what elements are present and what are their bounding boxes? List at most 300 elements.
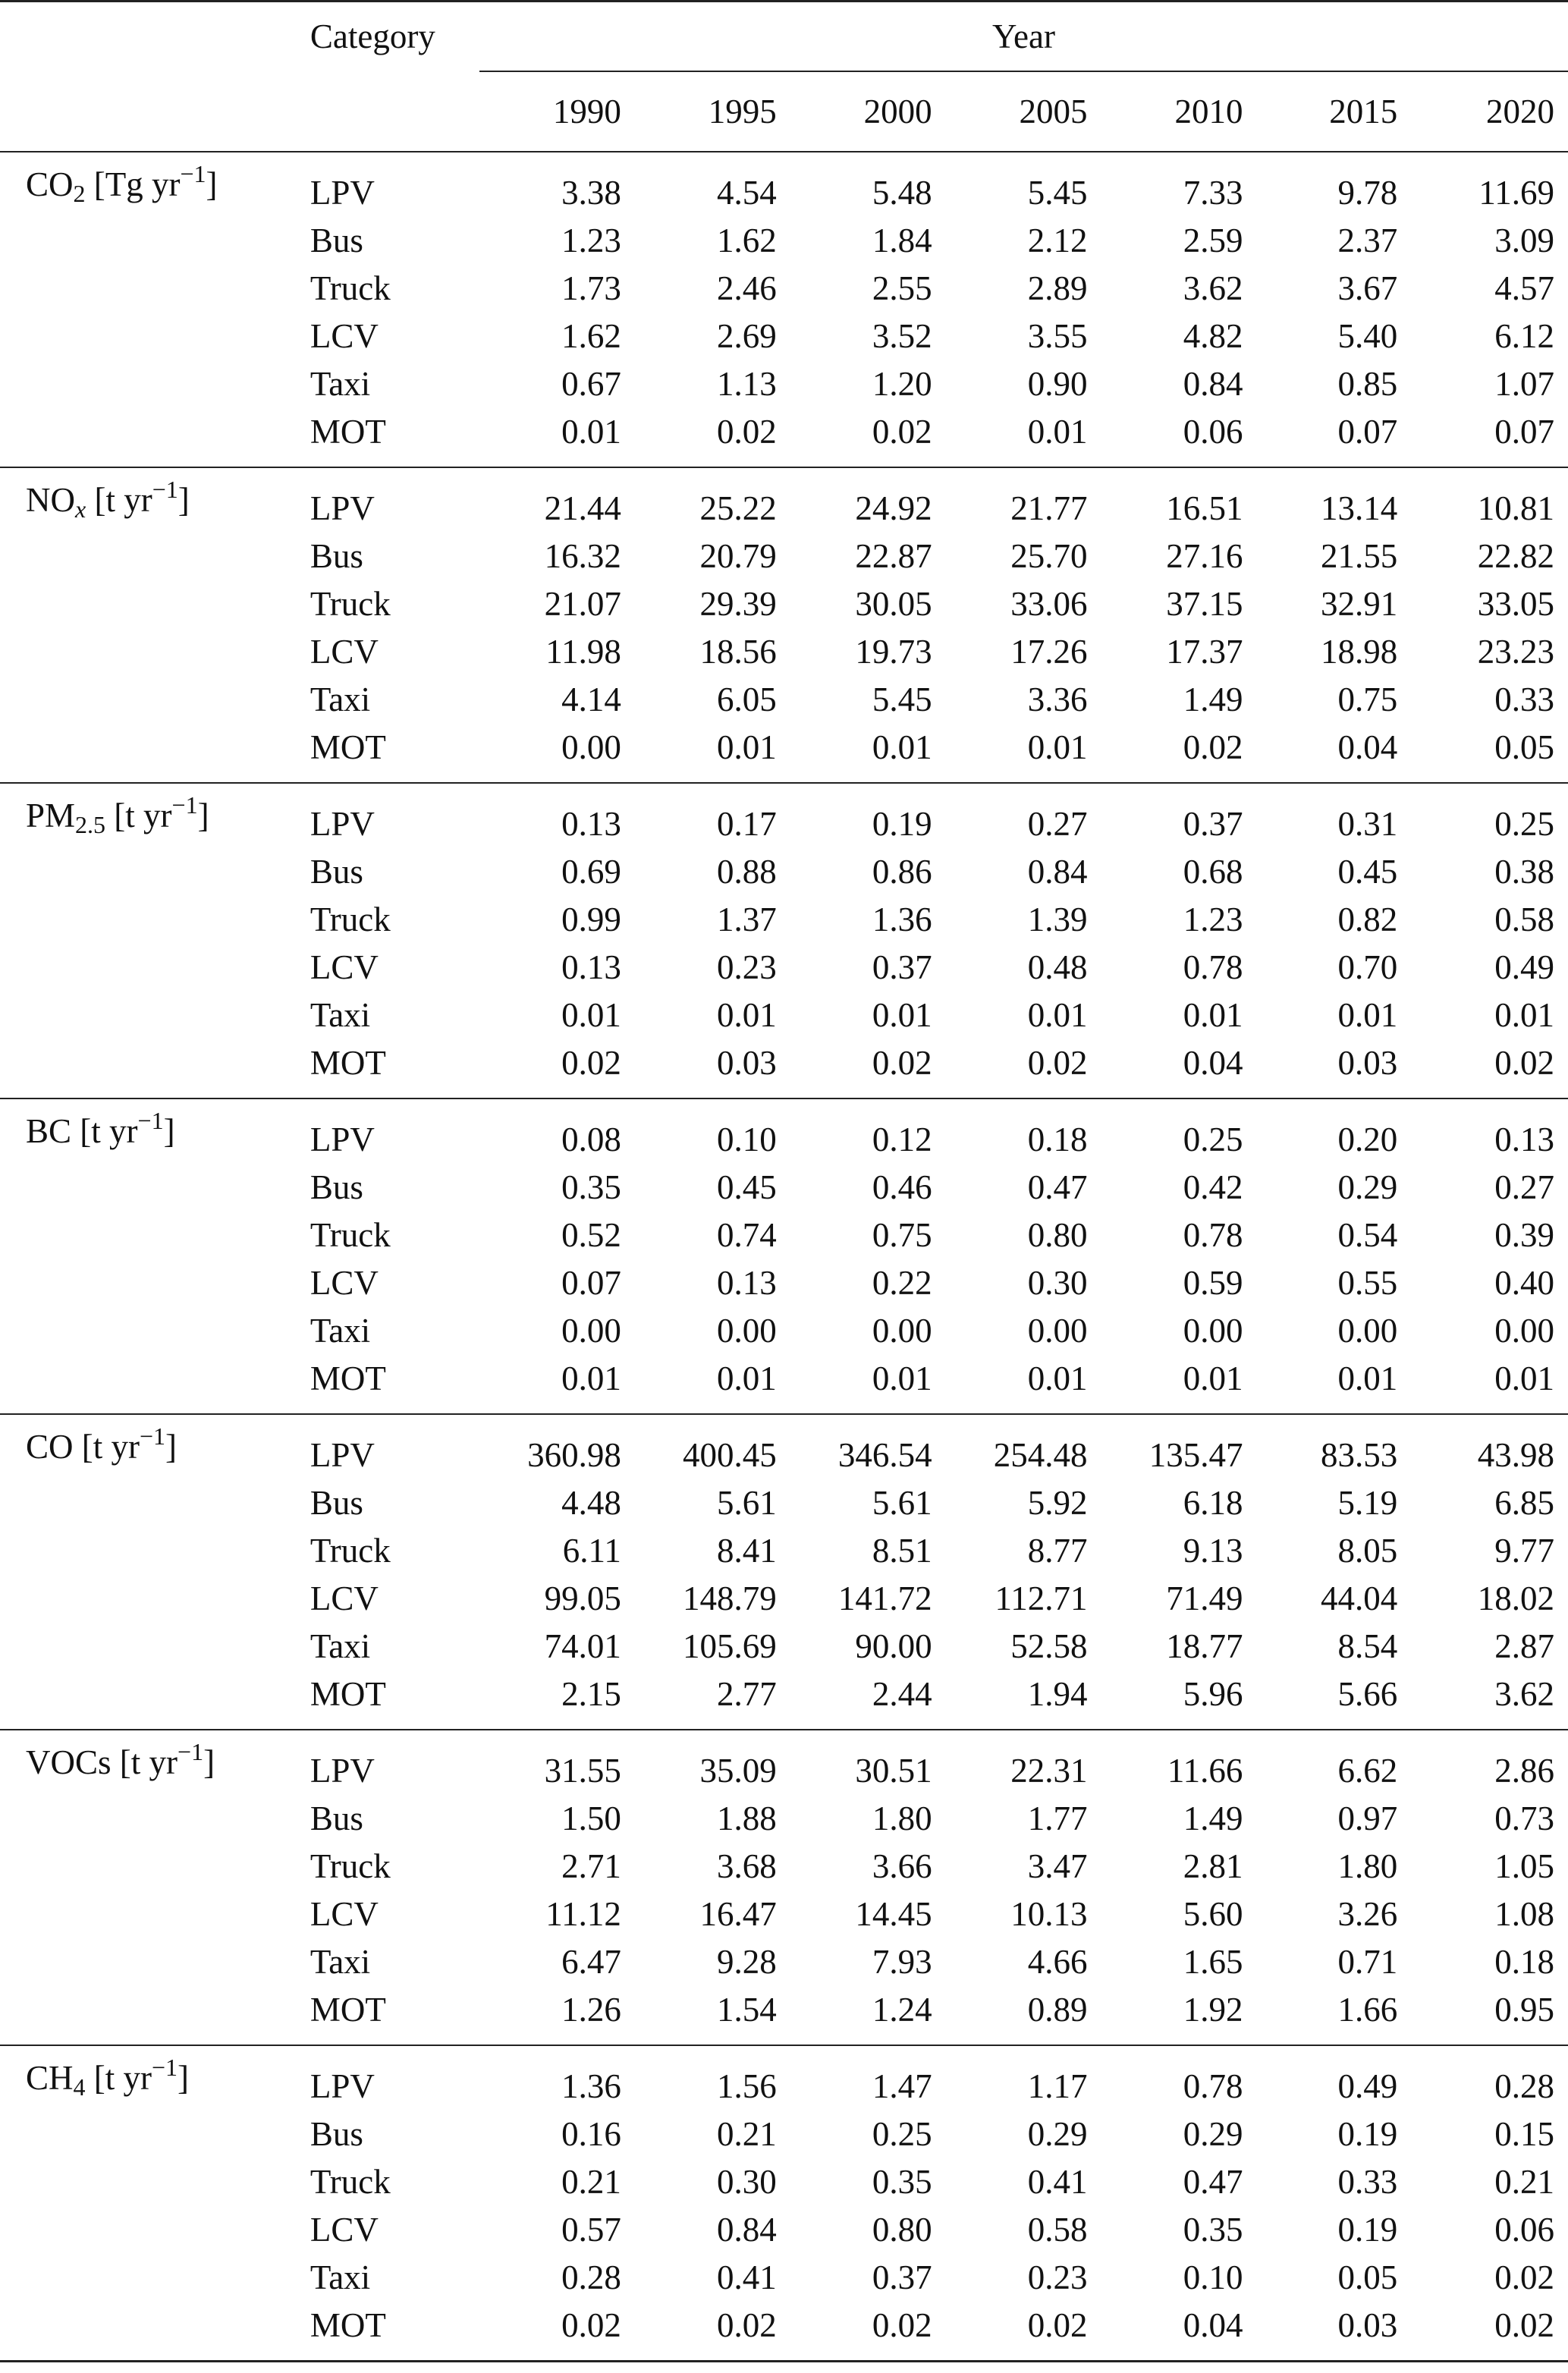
value-cell: 16.51 [1166, 489, 1243, 527]
value-cell: 0.00 [561, 728, 621, 766]
value-cell: 1.54 [717, 1991, 777, 2029]
value-cell: 0.19 [1337, 2211, 1398, 2249]
category-cell: Bus [310, 537, 363, 575]
value-cell: 0.57 [561, 2211, 621, 2249]
value-cell: 135.47 [1149, 1436, 1243, 1474]
value-cell: 0.00 [1337, 1312, 1398, 1350]
value-cell: 1.49 [1183, 1799, 1243, 1837]
year-row [0, 71, 1568, 152]
year-column-header: 2015 [1329, 92, 1398, 130]
pollutant-unit: [t yr [105, 797, 172, 834]
value-cell: 0.42 [1183, 1168, 1243, 1206]
value-cell: 14.45 [855, 1895, 932, 1933]
value-cell: 0.90 [1027, 365, 1088, 403]
value-cell: 5.92 [1027, 1484, 1088, 1522]
value-cell: 1.80 [872, 1799, 932, 1837]
value-cell: 0.02 [872, 2306, 932, 2344]
value-cell: 0.02 [561, 1044, 621, 1082]
value-cell: 9.78 [1337, 174, 1398, 212]
value-cell: 1.50 [561, 1799, 621, 1837]
value-cell: 0.06 [1183, 413, 1243, 451]
pollutant-unit: [t yr [85, 2059, 152, 2097]
value-cell: 1.65 [1183, 1943, 1243, 1981]
category-cell: MOT [310, 2306, 386, 2344]
value-cell: 6.11 [562, 1532, 621, 1570]
value-cell: 0.00 [1494, 1312, 1554, 1350]
value-cell: 0.02 [1494, 2306, 1554, 2344]
pollutant-unit-exponent: −1 [180, 160, 206, 187]
value-cell: 0.80 [1027, 1216, 1088, 1254]
value-cell: 0.01 [561, 1359, 621, 1397]
value-cell: 3.38 [561, 174, 621, 212]
value-cell: 0.25 [872, 2115, 932, 2153]
value-cell: 0.13 [561, 948, 621, 986]
value-cell: 0.45 [1337, 853, 1398, 891]
value-cell: 0.12 [872, 1120, 932, 1158]
value-cell: 1.88 [717, 1799, 777, 1837]
table-body [0, 152, 1568, 2362]
value-cell: 360.98 [527, 1436, 621, 1474]
value-cell: 6.12 [1494, 317, 1554, 355]
value-cell: 0.41 [717, 2258, 777, 2296]
category-cell: Taxi [310, 365, 371, 403]
value-cell: 8.41 [717, 1532, 777, 1570]
value-cell: 0.13 [717, 1264, 777, 1302]
category-cell: Bus [310, 1168, 363, 1206]
category-cell: MOT [310, 1675, 386, 1713]
category-cell: Truck [310, 900, 391, 938]
value-cell: 1.73 [561, 269, 621, 307]
value-cell: 99.05 [544, 1579, 621, 1617]
value-cell: 1.77 [1027, 1799, 1088, 1837]
value-cell: 0.00 [1027, 1312, 1088, 1350]
value-cell: 1.08 [1494, 1895, 1554, 1933]
value-cell: 1.49 [1183, 680, 1243, 718]
value-cell: 0.29 [1337, 1168, 1398, 1206]
value-cell: 0.89 [1027, 1991, 1088, 2029]
value-cell: 0.80 [872, 2211, 932, 2249]
value-cell: 0.01 [872, 1359, 932, 1397]
table-row [0, 783, 1568, 848]
value-cell: 0.01 [1183, 1359, 1243, 1397]
year-column-header: 1995 [708, 92, 777, 130]
value-cell: 3.09 [1494, 222, 1554, 259]
pollutant-unit-close: ] [197, 797, 209, 834]
value-cell: 0.74 [717, 1216, 777, 1254]
value-cell: 346.54 [837, 1436, 932, 1474]
pollutant-unit-close: ] [163, 1112, 175, 1150]
value-cell: 0.37 [1183, 805, 1243, 843]
value-cell: 0.33 [1337, 2163, 1398, 2201]
value-cell: 2.59 [1183, 222, 1243, 259]
value-cell: 0.41 [1027, 2163, 1088, 2201]
value-cell: 0.21 [1494, 2163, 1554, 2201]
value-cell: 24.92 [855, 489, 932, 527]
value-cell: 2.89 [1027, 269, 1088, 307]
value-cell: 30.05 [855, 585, 932, 623]
value-cell: 19.73 [855, 633, 932, 671]
value-cell: 1.37 [717, 900, 777, 938]
pollutant-unit-close: ] [165, 1428, 178, 1466]
value-cell: 11.12 [545, 1895, 621, 1933]
value-cell: 0.22 [872, 1264, 932, 1302]
category-cell: Taxi [310, 680, 371, 718]
value-cell: 1.62 [561, 317, 621, 355]
value-cell: 7.93 [872, 1943, 932, 1981]
category-cell: Bus [310, 1484, 363, 1522]
table-row [0, 2045, 1568, 2111]
value-cell: 4.82 [1183, 317, 1243, 355]
value-cell: 0.46 [872, 1168, 932, 1206]
value-cell: 5.96 [1183, 1675, 1243, 1713]
value-cell: 11.69 [1478, 174, 1554, 212]
value-cell: 3.26 [1337, 1895, 1398, 1933]
value-cell: 43.98 [1477, 1436, 1554, 1474]
value-cell: 1.84 [872, 222, 932, 259]
pollutant-name: BC [26, 1112, 72, 1150]
value-cell: 21.55 [1321, 537, 1398, 575]
value-cell: 33.05 [1477, 585, 1554, 623]
value-cell: 0.86 [872, 853, 932, 891]
value-cell: 1.23 [1183, 900, 1243, 938]
value-cell: 0.02 [717, 413, 777, 451]
pollutant-unit-exponent: −1 [137, 1107, 164, 1134]
value-cell: 1.07 [1494, 365, 1554, 403]
header-blank [0, 71, 297, 152]
value-cell: 1.36 [561, 2067, 621, 2105]
value-cell: 112.71 [995, 1579, 1088, 1617]
value-cell: 0.84 [717, 2211, 777, 2249]
value-cell: 2.55 [872, 269, 932, 307]
value-cell: 2.86 [1494, 1752, 1554, 1790]
value-cell: 0.01 [872, 728, 932, 766]
value-cell: 0.17 [717, 805, 777, 843]
value-cell: 0.01 [1337, 1359, 1398, 1397]
value-cell: 0.01 [1183, 996, 1243, 1034]
value-cell: 0.04 [1337, 728, 1398, 766]
value-cell: 74.01 [544, 1627, 621, 1665]
value-cell: 0.27 [1494, 1168, 1554, 1206]
value-cell: 0.21 [561, 2163, 621, 2201]
value-cell: 0.29 [1183, 2115, 1243, 2153]
value-cell: 9.28 [717, 1943, 777, 1981]
value-cell: 0.02 [717, 2306, 777, 2344]
value-cell: 0.28 [561, 2258, 621, 2296]
value-cell: 0.01 [1027, 728, 1088, 766]
value-cell: 0.75 [872, 1216, 932, 1254]
value-cell: 400.45 [683, 1436, 777, 1474]
year-header: Year [479, 2, 1568, 72]
category-cell: LPV [310, 1436, 375, 1474]
category-cell: MOT [310, 1359, 386, 1397]
value-cell: 0.35 [561, 1168, 621, 1206]
value-cell: 11.98 [545, 633, 621, 671]
value-cell: 254.48 [993, 1436, 1088, 1474]
value-cell: 31.55 [544, 1752, 621, 1790]
value-cell: 2.37 [1337, 222, 1398, 259]
header-row-top [0, 2, 1568, 72]
value-cell: 11.66 [1167, 1752, 1243, 1790]
year-column-header: 2020 [1486, 92, 1554, 130]
year-column-header: 2000 [863, 92, 932, 130]
value-cell: 0.70 [1337, 948, 1398, 986]
value-cell: 9.13 [1183, 1532, 1243, 1570]
value-cell: 0.45 [717, 1168, 777, 1206]
pollutant-unit-exponent: −1 [152, 476, 178, 503]
value-cell: 0.75 [1337, 680, 1398, 718]
value-cell: 5.45 [872, 680, 932, 718]
value-cell: 0.07 [1494, 413, 1554, 451]
value-cell: 1.26 [561, 1991, 621, 2029]
value-cell: 1.20 [872, 365, 932, 403]
category-cell: MOT [310, 1044, 386, 1082]
value-cell: 3.55 [1027, 317, 1088, 355]
pollutant-subscript: 2 [73, 180, 86, 207]
category-cell: Bus [310, 222, 363, 259]
category-cell: LCV [310, 948, 379, 986]
value-cell: 22.82 [1477, 537, 1554, 575]
value-cell: 0.01 [1494, 1359, 1554, 1397]
value-cell: 1.92 [1183, 1991, 1243, 2029]
value-cell: 2.77 [717, 1675, 777, 1713]
value-cell: 0.02 [1183, 728, 1243, 766]
value-cell: 0.02 [1494, 2258, 1554, 2296]
value-cell: 6.47 [561, 1943, 621, 1981]
value-cell: 0.37 [872, 948, 932, 986]
value-cell: 6.62 [1337, 1752, 1398, 1790]
value-cell: 0.04 [1183, 1044, 1243, 1082]
value-cell: 3.62 [1494, 1675, 1554, 1713]
value-cell: 8.54 [1337, 1627, 1398, 1665]
category-cell: LPV [310, 1120, 375, 1158]
value-cell: 3.47 [1027, 1847, 1088, 1885]
value-cell: 2.46 [717, 269, 777, 307]
category-cell: LCV [310, 1579, 379, 1617]
value-cell: 0.28 [1494, 2067, 1554, 2105]
value-cell: 0.78 [1183, 948, 1243, 986]
value-cell: 10.81 [1477, 489, 1554, 527]
value-cell: 0.37 [872, 2258, 932, 2296]
category-cell: Truck [310, 1532, 391, 1570]
value-cell: 18.77 [1166, 1627, 1243, 1665]
pollutant-name: NO [26, 481, 75, 519]
category-cell: LPV [310, 489, 375, 527]
pollutant-unit-exponent: −1 [152, 2054, 178, 2081]
pollutant-name: CH [26, 2059, 74, 2097]
value-cell: 0.02 [872, 413, 932, 451]
value-cell: 18.56 [699, 633, 777, 671]
pollutant-label [0, 152, 297, 467]
value-cell: 21.07 [544, 585, 621, 623]
pollutant-label [0, 1414, 297, 1730]
pollutant-unit-exponent: −1 [140, 1422, 166, 1450]
value-cell: 1.13 [717, 365, 777, 403]
year-column-header: 1990 [552, 92, 621, 130]
value-cell: 0.05 [1337, 2258, 1398, 2296]
value-cell: 9.77 [1494, 1532, 1554, 1570]
value-cell: 0.01 [1027, 1359, 1088, 1397]
value-cell: 2.69 [717, 317, 777, 355]
value-cell: 0.84 [1027, 853, 1088, 891]
value-cell: 0.23 [1027, 2258, 1088, 2296]
value-cell: 0.10 [717, 1120, 777, 1158]
value-cell: 27.16 [1166, 537, 1243, 575]
value-cell: 0.33 [1494, 680, 1554, 718]
value-cell: 2.12 [1027, 222, 1088, 259]
value-cell: 18.02 [1477, 1579, 1554, 1617]
value-cell: 0.27 [1027, 805, 1088, 843]
pollutant-subscript: 2.5 [75, 811, 106, 838]
value-cell: 1.23 [561, 222, 621, 259]
value-cell: 2.44 [872, 1675, 932, 1713]
value-cell: 0.49 [1337, 2067, 1398, 2105]
value-cell: 20.79 [699, 537, 777, 575]
value-cell: 0.40 [1494, 1264, 1554, 1302]
category-cell: LCV [310, 2211, 379, 2249]
table-header [0, 2, 1568, 152]
table-row [0, 1730, 1568, 1795]
value-cell: 0.02 [872, 1044, 932, 1082]
value-cell: 1.39 [1027, 900, 1088, 938]
value-cell: 1.66 [1337, 1991, 1398, 2029]
value-cell: 4.14 [561, 680, 621, 718]
value-cell: 17.26 [1010, 633, 1088, 671]
value-cell: 0.47 [1183, 2163, 1243, 2201]
value-cell: 0.84 [1183, 365, 1243, 403]
value-cell: 0.08 [561, 1120, 621, 1158]
value-cell: 0.67 [561, 365, 621, 403]
value-cell: 6.05 [717, 680, 777, 718]
category-cell: LPV [310, 2067, 375, 2105]
value-cell: 0.01 [717, 1359, 777, 1397]
value-cell: 0.68 [1183, 853, 1243, 891]
value-cell: 0.16 [561, 2115, 621, 2153]
value-cell: 35.09 [699, 1752, 777, 1790]
value-cell: 1.17 [1027, 2067, 1088, 2105]
value-cell: 25.70 [1010, 537, 1088, 575]
pollutant-name: CO [26, 165, 74, 203]
value-cell: 0.19 [872, 805, 932, 843]
pollutant-unit-close: ] [178, 2059, 190, 2097]
value-cell: 148.79 [683, 1579, 777, 1617]
value-cell: 0.03 [1337, 2306, 1398, 2344]
value-cell: 0.13 [1494, 1120, 1554, 1158]
value-cell: 83.53 [1321, 1436, 1398, 1474]
pollutant-unit: [t yr [73, 1428, 140, 1466]
pollutant-unit-exponent: −1 [178, 1738, 204, 1765]
value-cell: 0.54 [1337, 1216, 1398, 1254]
header-blank [297, 71, 479, 152]
category-cell: Taxi [310, 2258, 371, 2296]
value-cell: 5.48 [872, 174, 932, 212]
value-cell: 0.55 [1337, 1264, 1398, 1302]
value-cell: 0.39 [1494, 1216, 1554, 1254]
value-cell: 5.60 [1183, 1895, 1243, 1933]
category-cell: Bus [310, 853, 363, 891]
value-cell: 5.66 [1337, 1675, 1398, 1713]
category-header: Category [310, 17, 435, 55]
value-cell: 0.73 [1494, 1799, 1554, 1837]
value-cell: 0.58 [1494, 900, 1554, 938]
value-cell: 1.80 [1337, 1847, 1398, 1885]
value-cell: 0.01 [1027, 413, 1088, 451]
pollutant-name: VOCs [26, 1743, 112, 1781]
category-cell: Taxi [310, 1627, 371, 1665]
value-cell: 0.48 [1027, 948, 1088, 986]
value-cell: 5.61 [872, 1484, 932, 1522]
category-cell: Truck [310, 1847, 391, 1885]
value-cell: 23.23 [1477, 633, 1554, 671]
value-cell: 0.07 [561, 1264, 621, 1302]
value-cell: 32.91 [1321, 585, 1398, 623]
category-cell: LCV [310, 317, 379, 355]
value-cell: 0.06 [1494, 2211, 1554, 2249]
value-cell: 4.57 [1494, 269, 1554, 307]
value-cell: 8.77 [1027, 1532, 1088, 1570]
value-cell: 141.72 [837, 1579, 932, 1617]
value-cell: 3.66 [872, 1847, 932, 1885]
pollutant-unit: [t yr [86, 481, 152, 519]
value-cell: 4.66 [1027, 1943, 1088, 1981]
category-cell: Taxi [310, 1943, 371, 1981]
value-cell: 0.00 [872, 1312, 932, 1350]
value-cell: 0.52 [561, 1216, 621, 1254]
value-cell: 0.78 [1183, 2067, 1243, 2105]
pollutant-name: PM [26, 797, 76, 834]
value-cell: 3.52 [872, 317, 932, 355]
value-cell: 30.51 [855, 1752, 932, 1790]
value-cell: 5.45 [1027, 174, 1088, 212]
value-cell: 6.18 [1183, 1484, 1243, 1522]
year-column-header: 2010 [1174, 92, 1243, 130]
value-cell: 105.69 [683, 1627, 777, 1665]
value-cell: 22.31 [1010, 1752, 1088, 1790]
category-cell: Bus [310, 1799, 363, 1837]
value-cell: 6.85 [1494, 1484, 1554, 1522]
value-cell: 1.05 [1494, 1847, 1554, 1885]
value-cell: 1.36 [872, 900, 932, 938]
value-cell: 3.62 [1183, 269, 1243, 307]
pollutant-label [0, 783, 297, 1098]
value-cell: 0.71 [1337, 1943, 1398, 1981]
value-cell: 21.77 [1010, 489, 1088, 527]
value-cell: 0.04 [1183, 2306, 1243, 2344]
value-cell: 0.02 [1027, 2306, 1088, 2344]
value-cell: 0.29 [1027, 2115, 1088, 2153]
value-cell: 10.13 [1010, 1895, 1088, 1933]
value-cell: 2.15 [561, 1675, 621, 1713]
value-cell: 0.01 [1337, 996, 1398, 1034]
value-cell: 25.22 [699, 489, 777, 527]
value-cell: 7.33 [1183, 174, 1243, 212]
value-cell: 0.02 [1494, 1044, 1554, 1082]
value-cell: 0.78 [1183, 1216, 1243, 1254]
value-cell: 0.58 [1027, 2211, 1088, 2249]
value-cell: 1.24 [872, 1991, 932, 2029]
value-cell: 22.87 [855, 537, 932, 575]
pollutant-unit-close: ] [206, 165, 218, 203]
pollutant-name: CO [26, 1428, 74, 1466]
table-row [0, 1414, 1568, 1479]
value-cell: 0.23 [717, 948, 777, 986]
value-cell: 0.47 [1027, 1168, 1088, 1206]
category-cell: Truck [310, 2163, 391, 2201]
category-cell: Truck [310, 1216, 391, 1254]
header-corner [0, 2, 297, 72]
category-cell: LPV [310, 805, 375, 843]
value-cell: 0.99 [561, 900, 621, 938]
category-cell: LCV [310, 1895, 379, 1933]
